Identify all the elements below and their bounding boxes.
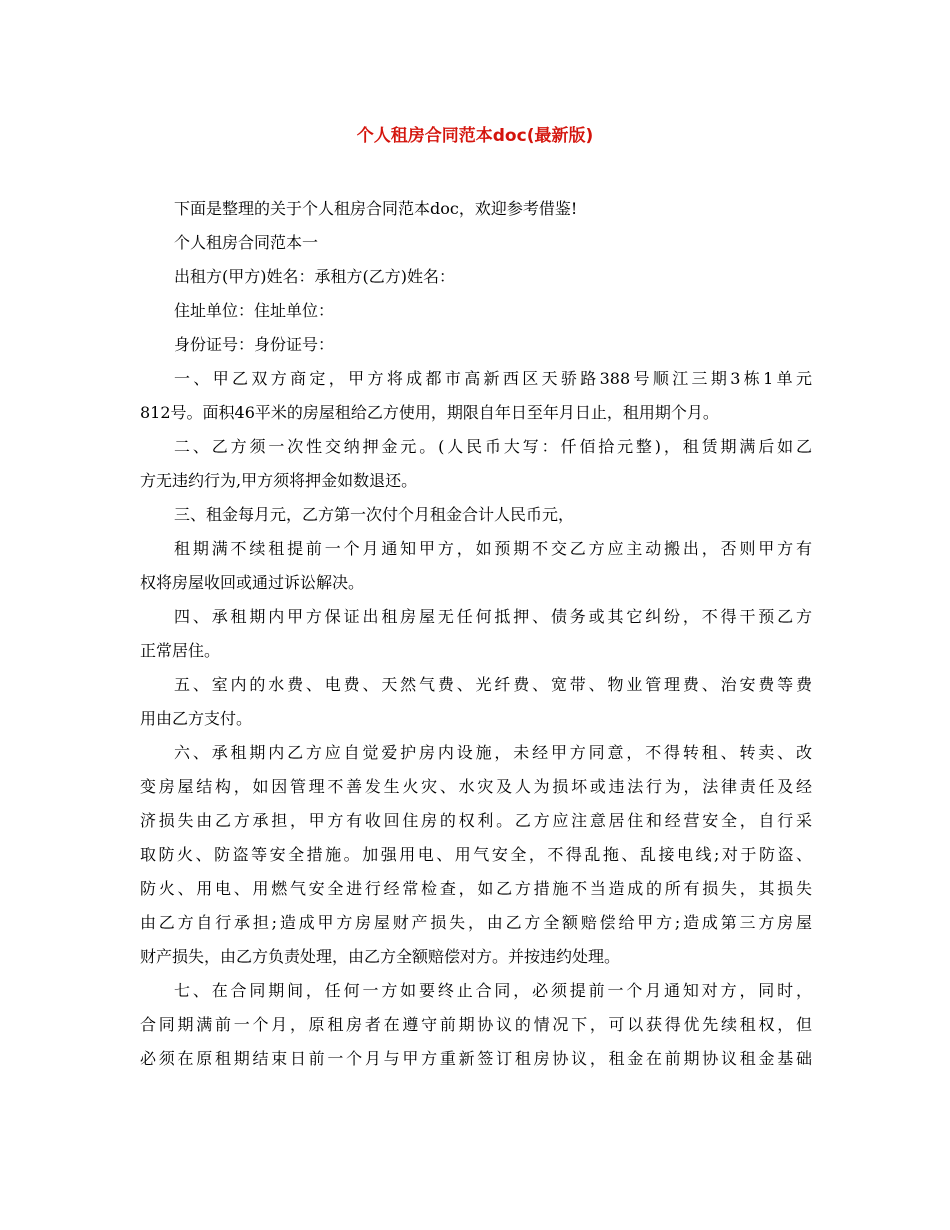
clause-4-line: 四、承租期内甲方保证出租房屋无任何抵押、债务或其它纠纷，不得干预乙方 [174, 607, 812, 626]
address-line: 住址单位：住址单位： [174, 301, 335, 320]
clause-6-line: 济损失由乙方承担，甲方有收回住房的权利。乙方应注意居住和经营安全，自行采 [140, 811, 812, 830]
party-names-line: 出租方(甲方)姓名：承租方(乙方)姓名： [174, 267, 455, 286]
clause-3-line: 权将房屋收回或通过诉讼解决。 [140, 573, 365, 592]
clause-6-line: 由乙方自行承担;造成甲方房屋财产损失，由乙方全额赔偿给甲方;造成第三方房屋 [140, 913, 812, 932]
clause-1-line: 812号。面积46平米的房屋租给乙方使用，期限自年日至年月日止，租用期个月。 [140, 403, 719, 422]
clause-3-line: 三、租金每月元，乙方第一次付个月租金合计人民币元， [174, 505, 575, 524]
id-number-line: 身份证号：身份证号： [174, 335, 335, 354]
clause-2-line: 方无违约行为,甲方须将押金如数退还。 [140, 471, 418, 490]
clause-6-line: 六、承租期内乙方应自觉爱护房内设施，未经甲方同意，不得转租、转卖、改 [174, 743, 812, 762]
clause-6-line: 防火、用电、用燃气安全进行经常检查，如乙方措施不当造成的所有损失，其损失 [140, 879, 812, 898]
clause-7-line: 合同期满前一个月，原租房者在遵守前期协议的情况下，可以获得优先续租权，但 [140, 1015, 812, 1034]
clause-2-line: 二、乙方须一次性交纳押金元。(人民币大写：仟佰拾元整)，租赁期满后如乙 [174, 437, 812, 456]
document-body [140, 192, 812, 1076]
clause-7-line: 七、在合同期间，任何一方如要终止合同，必须提前一个月通知对方，同时， [174, 981, 812, 1000]
clause-4-line: 正常居住。 [140, 641, 221, 660]
clause-3-line: 租期满不续租提前一个月通知甲方，如预期不交乙方应主动搬出，否则甲方有 [174, 539, 812, 558]
clause-7-line: 必须在原租期结束日前一个月与甲方重新签订租房协议，租金在前期协议租金基础 [140, 1049, 812, 1068]
clause-6-line: 取防火、防盗等安全措施。加强用电、用气安全，不得乱拖、乱接电线;对于防盗、 [140, 845, 812, 864]
clause-6-line: 变房屋结构，如因管理不善发生火灾、水灾及人为损坏或违法行为，法律责任及经 [140, 777, 812, 796]
clause-6-line: 财产损失，由乙方负责处理，由乙方全额赔偿对方。并按违约处理。 [140, 947, 621, 966]
intro-line: 下面是整理的关于个人租房合同范本doc，欢迎参考借鉴! [174, 199, 578, 218]
clause-5-line: 五、室内的水费、电费、天然气费、光纤费、宽带、物业管理费、治安费等费 [174, 675, 812, 694]
section-heading: 个人租房合同范本一 [174, 233, 319, 252]
clause-5-line: 用由乙方支付。 [140, 709, 253, 728]
document-title: 个人租房合同范本doc(最新版) [356, 126, 594, 146]
clause-1-line: 一、甲乙双方商定，甲方将成都市高新西区天骄路388号顺江三期3栋1单元 [174, 369, 812, 388]
